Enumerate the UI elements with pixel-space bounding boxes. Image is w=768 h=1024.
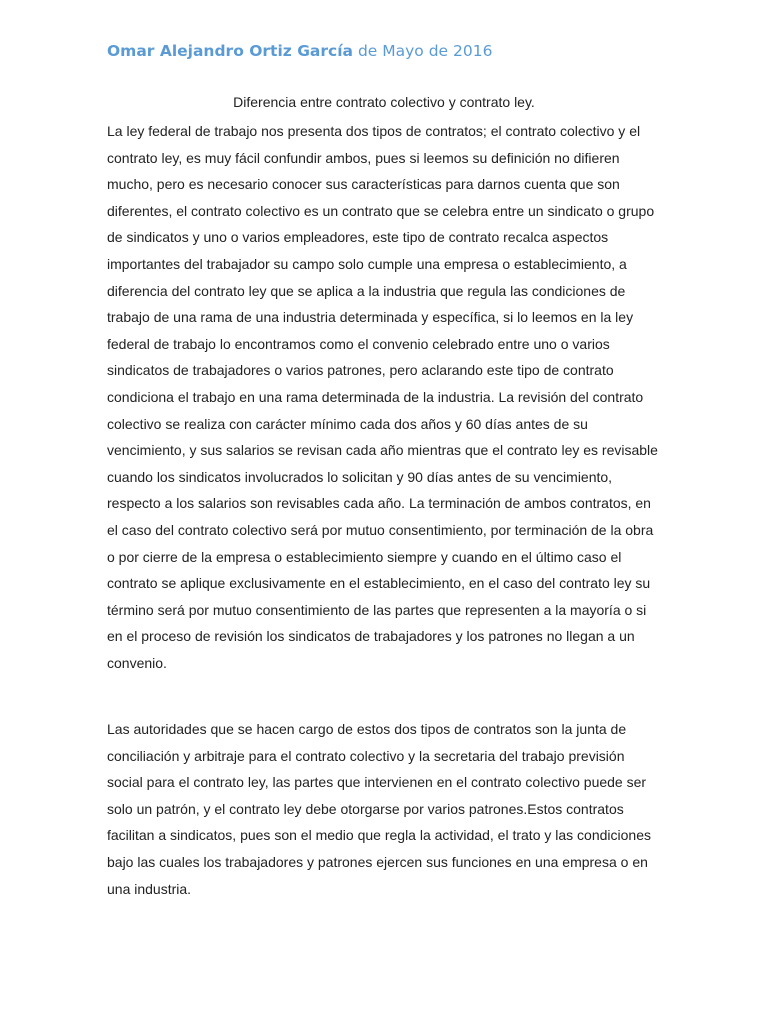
- body-paragraph-2: Las autoridades que se hacen cargo de estos dos tipos de contratos son la junta de conciliación y arbitraje para el contrato colectivo y la secretaria del trabajo previsión social para el contrato ley, las partes que intervienen en el contrato colectivo puede ser solo un patrón, y el contrato ley debe otorgarse por varios patrones.Estos contratos facilitan a sindicatos, pues son el medio que regla la actividad, el trato y las condiciones bajo las cuales los trabajadores y patrones ejercen sus funciones en una empresa o en una industria.: [107, 721, 651, 897]
- document-header: [107, 42, 492, 60]
- document-title: Diferencia entre contrato colectivo y contrato ley.: [233, 94, 535, 110]
- body-paragraph-1: La ley federal de trabajo nos presenta dos tipos de contratos; el contrato colectivo y el contrato ley, es muy fácil confundir ambos, pues si leemos su definición no difieren mucho, pero es necesario conocer sus características para darnos cuenta que son diferentes, el contrato colectivo es un contrato que se celebra entre un sindicato o grupo de sindicatos y uno o varios empleadores, este tipo de contrato recalca aspectos importantes del trabajador su campo solo cumple una empresa o establecimiento, a diferencia del contrato ley que se aplica a la industria que regula las condiciones de trabajo de una rama de una industria determinada y específica, si lo leemos en la ley federal de trabajo lo encontramos como el convenio celebrado entre uno o varios sindicatos de trabajadores o varios patrones, pero aclarando este tipo de contrato condiciona el trabajo en una rama determinada de la industria. La revisión del contrato colectivo se realiza con carácter mínimo cada dos años y 60 días antes de su vencimiento, y sus salarios se revisan cada año mientras que el contrato ley es revisable cuando los sindicatos involucrados lo solicitan y 90 días antes de su vencimiento, respecto a los salarios son revisables cada año. La terminación de ambos contratos, en el caso del contrato colectivo será por mutuo consentimiento, por terminación de la obra o por cierre de la empresa o establecimiento siempre y cuando en el último caso el contrato se aplique exclusivamente en el establecimiento, en el caso del contrato ley su término será por mutuo consentimiento de las partes que representen a la mayoría o si en el proceso de revisión los sindicatos de trabajadores y los patrones no llegan a un convenio.: [107, 123, 658, 671]
- header-author: Omar Alejandro Ortiz García: [107, 42, 353, 60]
- header-date: de Mayo de 2016: [357, 42, 493, 60]
